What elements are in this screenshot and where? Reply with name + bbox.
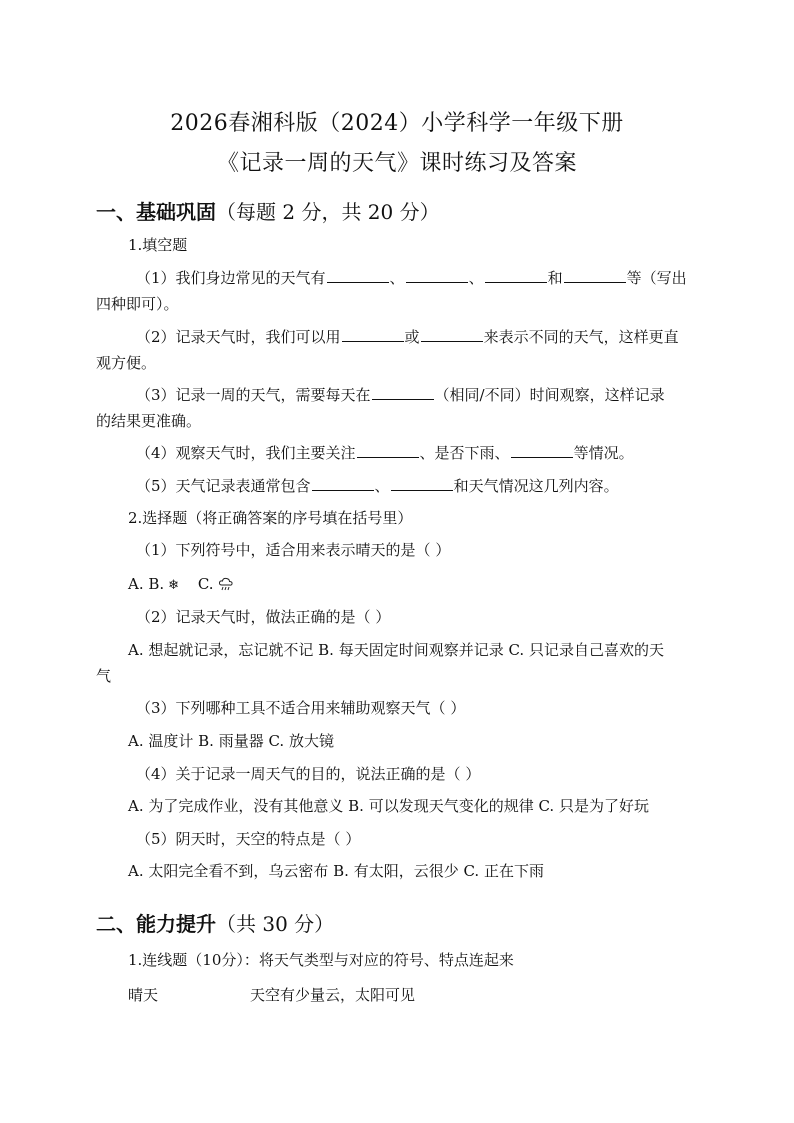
fill-item-5-text: （5）天气记录表通常包含 [136, 477, 311, 495]
fill-item-4-text: （4）观察天气时，我们主要关注 [136, 444, 356, 462]
fill-item-2 [136, 324, 679, 350]
answer-blank[interactable] [421, 327, 483, 342]
fill-item-2-text: 或 [404, 328, 420, 346]
fill-item-1-text: 等（写出 [626, 269, 687, 287]
choice-3-stem: （3）下列哪种工具不适合用来辅助观察天气（ ） [136, 699, 466, 717]
answer-blank[interactable] [564, 268, 626, 283]
choice-1-stem: （1）下列符号中，适合用来表示晴天的是（ ） [136, 541, 451, 559]
answer-blank[interactable] [485, 268, 547, 283]
fill-item-3 [136, 382, 665, 408]
fill-item-1-text: 、 [389, 269, 405, 287]
doc-title-line2: 《记录一周的天气》课时练习及答案 [216, 151, 577, 176]
fill-item-4-text: 、是否下雨、 [419, 444, 510, 462]
fill-item-5-text: 和天气情况这几列内容。 [453, 477, 619, 495]
fill-item-3-text: （相同/不同）时间观察，这样记录 [434, 386, 665, 404]
fill-item-5-text: 、 [374, 477, 390, 495]
fill-item-2-text: 来表示不同的天气，这样更直 [483, 328, 679, 346]
answer-blank[interactable] [327, 268, 389, 283]
choice-3-options: A. 温度计 B. 雨量器 C. 放大镜 [128, 732, 334, 750]
section2-title: 二、能力提升 [96, 912, 216, 936]
section2-points: （共 30 分） [216, 912, 335, 936]
doc-title-line1: 2026春湘科版（2024）小学科学一年级下册 [170, 111, 624, 136]
fill-item-1-text: 、 [468, 269, 484, 287]
fill-item-3-cont: 的结果更准确。 [96, 412, 202, 430]
fill-item-1-text: （1）我们身边常见的天气有 [136, 269, 326, 287]
fill-item-4-text: 等情况。 [573, 444, 634, 462]
snowflake-icon: ❄ [168, 578, 180, 593]
answer-blank[interactable] [342, 327, 404, 342]
answer-blank[interactable] [357, 443, 419, 458]
fill-item-1 [136, 265, 687, 291]
section1-points: （每题 2 分，共 20 分） [216, 200, 440, 224]
choice-1-option-c: C. [197, 575, 214, 593]
choice-5-options: A. 太阳完全看不到，乌云密布 B. 有太阳，云很少 C. 正在下雨 [128, 862, 544, 880]
choice-4-stem: （4）关于记录一周天气的目的，说法正确的是（ ） [136, 765, 481, 783]
choice-2-options: A. 想起就记录，忘记就不记 B. 每天固定时间观察并记录 C. 只记录自己喜欢的天 [128, 641, 664, 659]
answer-blank[interactable] [391, 476, 453, 491]
fill-item-2-cont: 观方便。 [96, 354, 157, 372]
choice-4-options: A. 为了完成作业，没有其他意义 B. 可以发现天气变化的规律 C. 只是为了好玩 [128, 797, 649, 815]
answer-blank[interactable] [312, 476, 374, 491]
matching-heading: 1.连线题（10分）：将天气类型与对应的符号、特点连起来 [128, 951, 514, 969]
matching-right-item[interactable]: 天空有少量云，太阳可见 [250, 986, 416, 1004]
choice-2-options-cont: 气 [96, 667, 112, 685]
fill-item-4 [136, 440, 634, 466]
fill-item-1-text: 和 [547, 269, 563, 287]
section1-heading [96, 196, 440, 225]
choice-2-stem: （2）记录天气时，做法正确的是（ ） [136, 608, 391, 626]
section2-heading [96, 908, 334, 937]
matching-left-item[interactable]: 晴天 [128, 986, 159, 1004]
fill-item-5 [136, 473, 619, 499]
cloud-rain-icon [218, 573, 234, 599]
answer-blank[interactable] [372, 385, 434, 400]
choice-5-stem: （5）阴天时，天空的特点是（ ） [136, 830, 361, 848]
choice-1-options [128, 571, 238, 599]
answer-blank[interactable] [406, 268, 468, 283]
section1-title: 一、基础巩固 [96, 200, 216, 224]
choice-1-option-ab: A. B. [128, 575, 165, 593]
choice-heading: 2.选择题（将正确答案的序号填在括号里） [128, 509, 413, 527]
fill-blank-heading: 1.填空题 [128, 236, 188, 254]
fill-item-2-text: （2）记录天气时，我们可以用 [136, 328, 341, 346]
fill-item-1-cont: 四种即可）。 [96, 295, 179, 313]
answer-blank[interactable] [511, 443, 573, 458]
fill-item-3-text: （3）记录一周的天气，需要每天在 [136, 386, 371, 404]
